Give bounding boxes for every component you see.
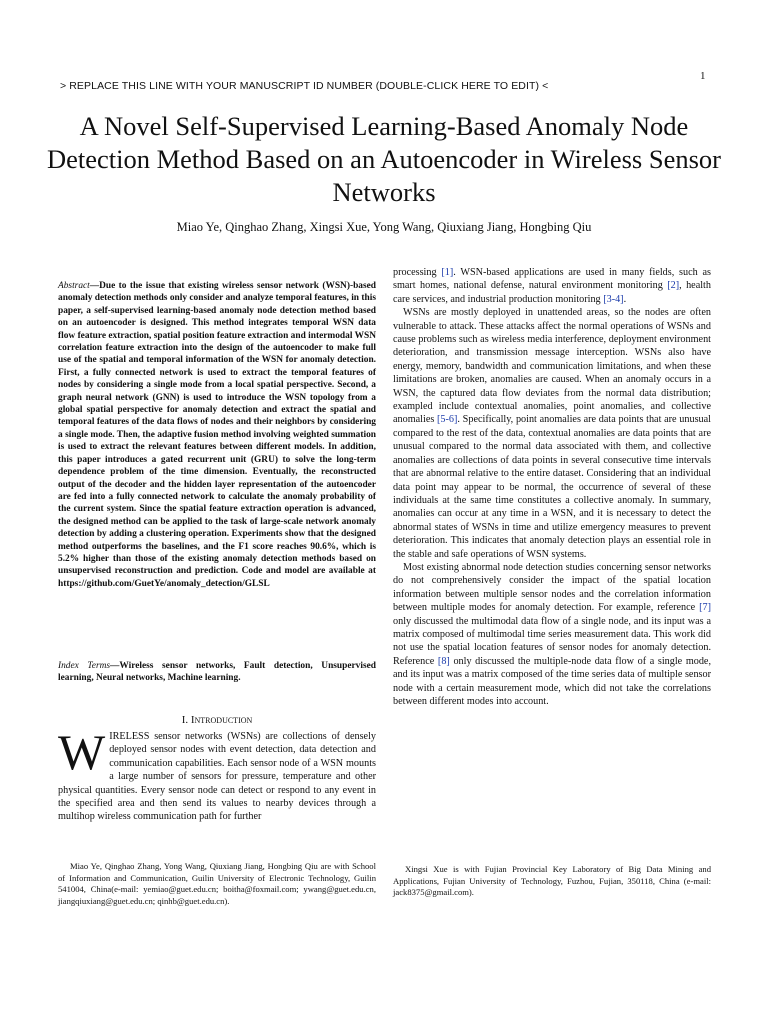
text-run: . — [623, 293, 627, 305]
right-column-text — [393, 266, 711, 708]
section-heading-introduction: I. Introduction — [181, 714, 253, 726]
paragraph-2 — [393, 306, 711, 561]
abstract-text: —Due to the issue that existing wireless sensor network (WSN)-based anomaly detection methods only consider and analyze temporal features, in this paper, a self-supervised learning-based anomaly node detection method based on an autoencoder is designed. This method integrates temporal WSN data flow feature extraction, spatial position feature extraction and intermodal WSN correlation feature extraction into the design of the autoencoder to make full use of the spatial and temporal information of the WSN for anomaly detection. First, a fully connected network is used to extract the temporal features of nodes by considering a single mode from a local spatial perspective. Second, a graph neural network (GNN) is used to introduce the WSN topology from a global spatial perspective for anomaly detection and extract the spatial and temporal features of the data flows of nodes and their neighbors by considering a single mode. Then, the adaptive fusion method involving weighted summation is used to extract the relevant features between different models. In addition, this paper introduces a gated recurrent unit (GRU) to solve the long-term dependence problem of the time dimension. Eventually, the reconstructed output of the decoder and the hidden layer representation of the autoencoder are fed into a fully connected network to calculate the anomaly probability of the current system. Since the spatial feature extraction operation is advanced, the designed method can be applied to the task of large-scale network anomaly detection by adding a clustering operation. Experiments show that the designed method outperforms the baselines, and the F1 score reaches 90.6%, which is 5.2% higher than those of the existing anomaly detection methods based on unsupervised reconstruction and prediction. Code and model are available at https://github.com/GuetYe/anomaly_detection/GLSL — [58, 281, 376, 589]
citation-link[interactable]: [8] — [437, 655, 450, 667]
drop-cap: W — [58, 724, 106, 780]
text-run: only discussed the multiple-node data flow of a single mode, and its input was a matrix composed of the time series data of multiple sensor node with a certain measurement mode, which did not take the correlations between different modes into account. — [393, 655, 711, 707]
index-terms-label: Index Terms — [58, 661, 111, 671]
footnote-right: Xingsi Xue is with Fujian Provincial Key Laboratory of Big Data Mining and Applications, Fujian University of Technology, Fuzhou, Fujian, 350118, China (e-mail: jack8375@gmail.com). — [393, 864, 711, 898]
introduction-text: IRELESS sensor networks (WSNs) are collections of densely deployed sensor nodes with event detection, data detection and communication capabilities. Each sensor node of a WSN mounts a large number of sensors for pressure, temperature and other physical quantities. Every sensor node can detect or respond to any event in the specified area and then send its values to nearby devices through a multihop wireless communication path for further — [58, 731, 376, 823]
text-run: . WSN-based applications are used in many fields, such as smart homes, national defense, natural environment monitoring — [393, 267, 711, 292]
paragraph-1 — [393, 266, 711, 306]
abstract-label: Abstract — [58, 281, 90, 291]
citation-link[interactable]: [3-4] — [603, 293, 624, 305]
text-run: only discussed the multimodal data flow of a single node, and its input was a matrix composed of multimodal time series measurement data. This work did not use the spatial location features of sensor nodes for anomaly detection. Reference — [393, 615, 711, 667]
introduction-paragraph — [58, 724, 376, 824]
abstract — [58, 280, 376, 590]
manuscript-header[interactable]: > REPLACE THIS LINE WITH YOUR MANUSCRIPT ID NUMBER (DOUBLE-CLICK HERE TO EDIT) < — [60, 80, 549, 92]
author-list: Miao Ye, Qinghao Zhang, Xingsi Xue, Yong Wang, Qiuxiang Jiang, Hongbing Qiu — [176, 220, 592, 234]
page-number: 1 — [700, 70, 706, 82]
footnote-left: Miao Ye, Qinghao Zhang, Yong Wang, Qiuxiang Jiang, Hongbing Qiu are with School of Information and Communication, Guilin University of Electronic Technology, Guilin 541004, China(e-mail: yemiao@guet.edu.cn; boitha@foxmail.com; ywang@guet.edu.cn, jiangqiuxiang@guet.edu.cn; qinhb@guet.edu.cn). — [58, 861, 376, 906]
index-terms — [58, 660, 376, 685]
citation-link[interactable]: [1] — [441, 267, 454, 278]
text-run: processing — [393, 267, 442, 278]
text-run: WSNs are mostly deployed in unattended areas, so the nodes are often vulnerable to attack. These attacks affect the normal operations of WSNs and cause problems such as wireless media interference, deployment environment deterioration, and transmission message interception. WSNs also have energy, memory, bandwidth and communication limitations, and when these limitations are broken, anomalies are caused. When an anomaly occurs in a WSN, the captured data flow deviates from the normal data distribution; exampled include contextual anomalies, point anomalies, and collective anomalies — [393, 307, 711, 426]
text-run: Most existing abnormal node detection studies concerning sensor networks do not comprehensively consider the impact of the spatial location information between multiple sensor nodes and the correlation information between multiple modes for anomaly detection. For example, reference — [393, 561, 711, 614]
text-run: , health care services, and industrial production monitoring — [393, 280, 711, 305]
paper-title: A Novel Self-Supervised Learning-Based Anomaly Node Detection Method Based on an Autoencoder in Wireless Sensor Networks — [46, 111, 722, 207]
index-terms-text: —Wireless sensor networks, Fault detection, Unsupervised learning, Neural networks, Machine learning. — [58, 661, 376, 684]
paragraph-3 — [393, 561, 711, 708]
text-run: . Specifically, point anomalies are data points that are unusual compared to the rest of the data, contextual anomalies are data points that are unusual compared to the normal data associated with them, and collective anomalies are collections of data points in several consecutive time intervals that are abnormal relative to the entire dataset. Considering that an individual data point may appear to be normal, the occurrence of several of these individuals at the same time constitutes a collective anomaly. In summary, anomalies can occur at any time in a WSN, and it is necessary to detect the abnormal states of WSNs in time and utilize emergency measures to prevent deterioration. This indicates that anomaly detection plays an essential role in the stable and safe operations of WSN systems. — [393, 414, 711, 560]
citation-link[interactable]: [5-6] — [437, 414, 458, 426]
citation-link[interactable]: [2] — [667, 280, 680, 292]
citation-link[interactable]: [7] — [699, 602, 711, 614]
